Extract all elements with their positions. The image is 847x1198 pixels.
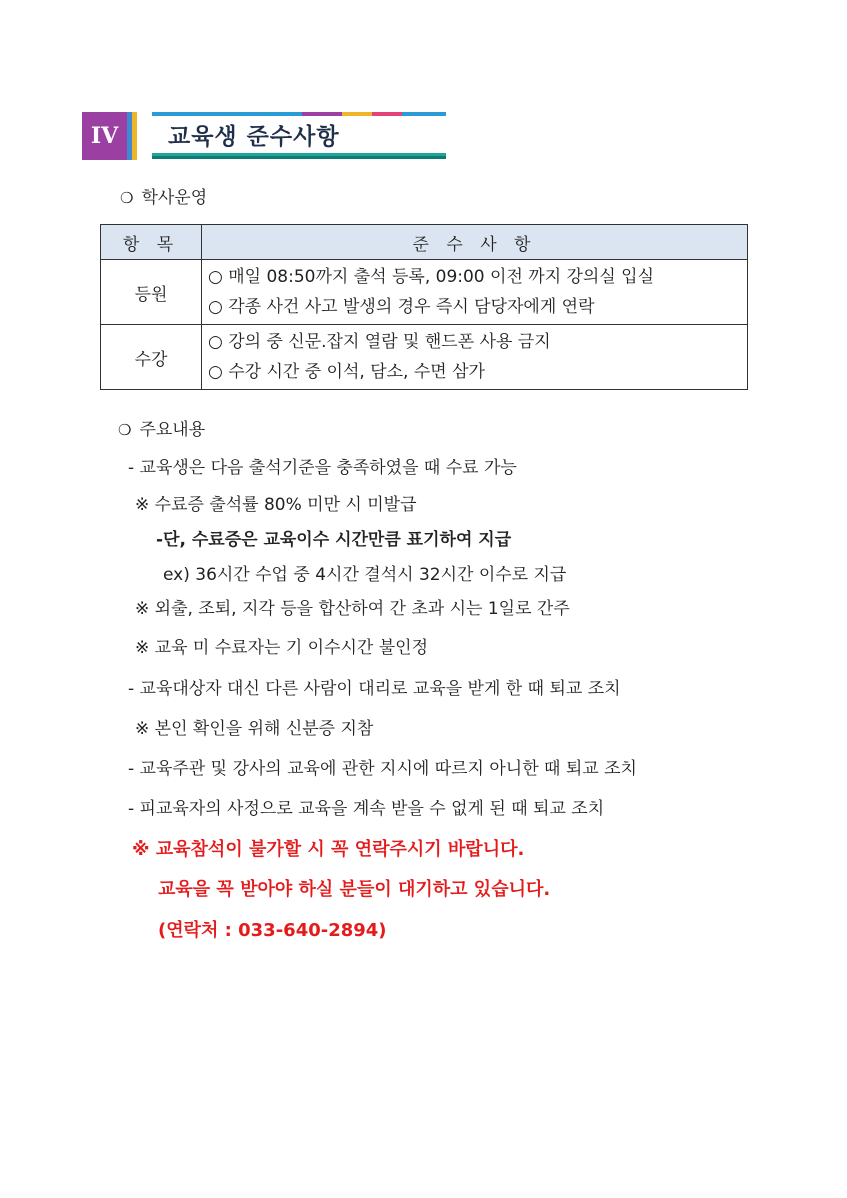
- section-header: [82, 112, 446, 162]
- row-category: 수강: [101, 325, 202, 390]
- contact-number: (연락처 : 033-640-2894): [158, 920, 387, 941]
- rule-item: ○ 강의 중 신문.잡지 열람 및 핸드폰 사용 금지: [208, 332, 551, 352]
- content-note: ※ 수료증 출석률 80% 미만 시 미발급: [135, 495, 417, 515]
- header-rules: 준 수 사 항: [202, 225, 748, 260]
- section-title: 교육생 준수사항: [168, 124, 340, 150]
- table-row: [101, 260, 748, 325]
- section-title-box: [152, 112, 446, 160]
- row-items: [202, 260, 748, 325]
- section-number: IV: [82, 112, 127, 160]
- content-example: ex) 36시간 수업 중 4시간 결석시 32시간 이수로 지급: [163, 565, 567, 585]
- notice-line: ※ 교육참석이 불가할 시 꼭 연락주시기 바랍니다.: [132, 839, 525, 860]
- table-row: [101, 325, 748, 390]
- content-line: - 교육주관 및 강사의 교육에 관한 지시에 따르지 아니한 때 퇴교 조치: [128, 759, 637, 779]
- header-category: 항 목: [101, 225, 202, 260]
- rules-table: [100, 224, 748, 390]
- content-note: ※ 외출, 조퇴, 지각 등을 합산하여 간 초과 시는 1일로 간주: [135, 599, 570, 619]
- notice-line: 교육을 꼭 받아야 하실 분들이 대기하고 있습니다.: [158, 879, 551, 900]
- row-category: 등원: [101, 260, 202, 325]
- content-line: - 피교육자의 사정으로 교육을 계속 받을 수 없게 된 때 퇴교 조치: [128, 799, 605, 819]
- circle-bullet-icon: ❍: [118, 421, 132, 439]
- title-underline-dark: [152, 156, 446, 159]
- content-note: ※ 교육 미 수료자는 기 이수시간 불인정: [135, 638, 428, 658]
- academic-heading: ❍ 학사운영: [120, 188, 208, 208]
- content-note: ※ 본인 확인을 위해 신분증 지참: [135, 719, 374, 739]
- content-line: - 교육대상자 대신 다른 사람이 대리로 교육을 받게 한 때 퇴교 조치: [128, 679, 621, 699]
- content-note-bold: -단, 수료증은 교육이수 시간만큼 표기하여 지급: [156, 530, 512, 550]
- content-line: - 교육생은 다음 출석기준을 충족하였을 때 수료 가능: [128, 458, 517, 478]
- rule-item: ○ 수강 시간 중 이석, 담소, 수면 삼가: [208, 362, 485, 382]
- title-top-stripe: [152, 112, 446, 116]
- rule-item: ○ 매일 08:50까지 출석 등록, 09:00 이전 까지 강의실 입실: [208, 267, 655, 287]
- row-items: [202, 325, 748, 390]
- decor-stripe: [132, 112, 137, 160]
- circle-bullet-icon: ❍: [120, 189, 134, 207]
- main-heading: ❍ 주요내용: [118, 420, 206, 440]
- rule-item: ○ 각종 사건 사고 발생의 경우 즉시 담당자에게 연락: [208, 297, 595, 317]
